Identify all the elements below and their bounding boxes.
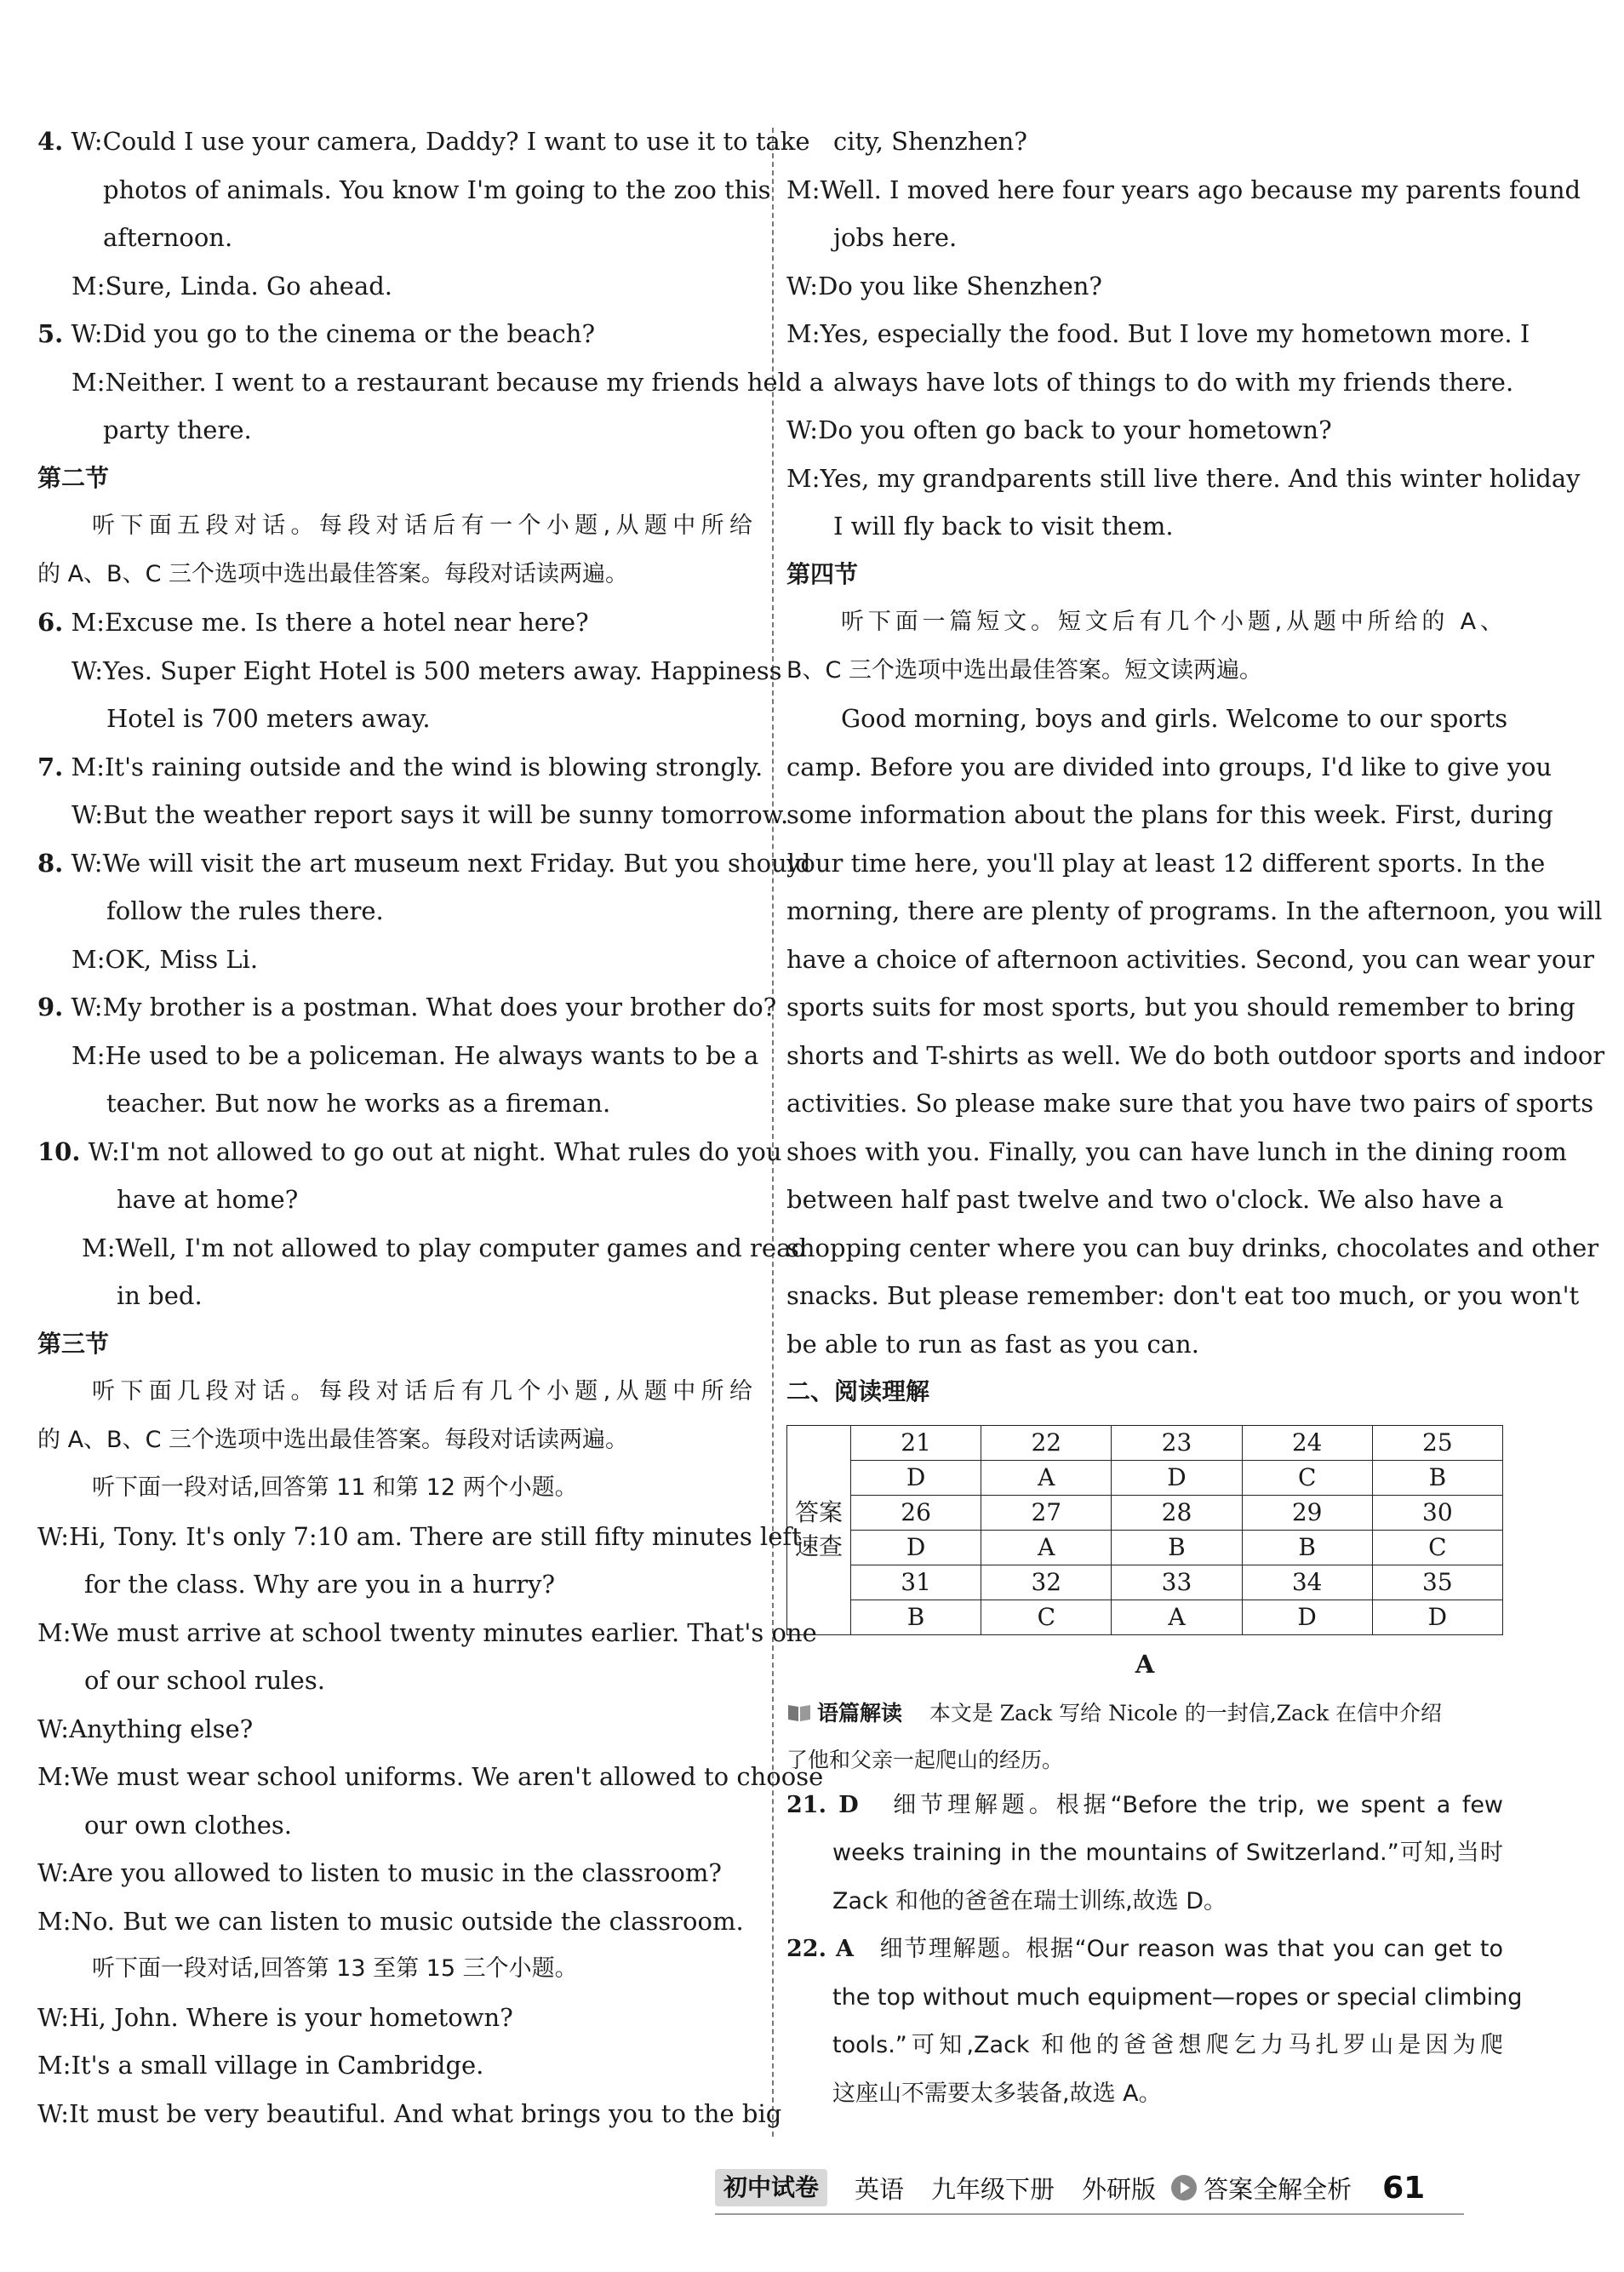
question-number: 6.	[37, 608, 64, 637]
passage-line: your time here, you'll play at least 12 different sports. In the	[786, 848, 1546, 878]
dialogue-line	[37, 1705, 752, 1754]
answer-table-row	[787, 1495, 1503, 1530]
question-number: 5.	[37, 319, 64, 348]
answer-number: 22. A	[786, 1936, 854, 1962]
dialogue-line	[37, 117, 810, 166]
dialogue-text: We will visit the art museum next Friday. But you should	[102, 848, 811, 878]
question-number-cell: 27	[981, 1495, 1112, 1530]
question-number: 7.	[37, 752, 64, 781]
reading-heading: 二、阅读理解	[786, 1377, 930, 1405]
dialogue-line	[37, 647, 782, 695]
question-number-cell: 23	[1112, 1425, 1242, 1460]
dialogue-text: photos of animals. You know I'm going to the zoo this	[103, 175, 771, 204]
speaker-label: M:	[37, 1617, 71, 1647]
dialogue-line	[37, 839, 811, 888]
question-number: 10.	[37, 1136, 81, 1166]
footer-brand: 初中试卷	[715, 2169, 827, 2206]
dialogue-text: Hi, Tony. It's only 7:10 am. There are still fifty minutes left	[69, 1521, 802, 1551]
dialogue-text: Well, I'm not allowed to play computer games and read	[115, 1233, 807, 1262]
dialogue-text: It's a small village in Cambridge.	[71, 2051, 484, 2080]
dialogue-text: have at home?	[117, 1185, 299, 1214]
dialogue-text: No. But we can listen to music outside the classroom.	[71, 1906, 744, 1936]
speaker-label: W:	[71, 800, 104, 829]
passage-line: snacks. But please remember: don't eat too much, or you won't	[786, 1281, 1580, 1310]
dialogue-text: It must be very beautiful. And what brings you to the big	[69, 2098, 782, 2128]
dialogue-text: city, Shenzhen?	[833, 127, 1027, 156]
play-arrow-icon	[1171, 2175, 1197, 2200]
footer-subject: 英语	[855, 2174, 905, 2204]
dialogue-text: Did you go to the cinema or the beach?	[102, 319, 595, 348]
speaker-label: W:	[37, 2098, 70, 2128]
listening-passage	[786, 695, 1605, 1368]
answer-number: 21. D	[786, 1791, 859, 1818]
passage-line: shoes with you. Finally, you can have lunch in the dining room	[786, 1136, 1567, 1166]
explanation-text: 细节理解题。根据“Before the trip, we spent a few	[893, 1791, 1504, 1818]
speaker-label: W:	[37, 1521, 70, 1551]
answer-explanation-line	[786, 2022, 1503, 2070]
column-divider	[772, 128, 774, 2137]
section4-instruction-cont: B、C 三个选项中选出最佳答案。短文读两遍。	[786, 656, 1262, 684]
question-number-cell: 33	[1112, 1565, 1242, 1600]
dialogue-text: I will fly back to visit them.	[833, 512, 1174, 541]
speaker-label: M:	[37, 2051, 71, 2080]
explanation-text: weeks training in the mountains of Switzerland.”可知,当时	[832, 1840, 1503, 1866]
answer-explanation-line	[786, 1878, 1503, 1926]
explanation-text: Zack 和他的爸爸在瑞士训练,故选 D。	[832, 1887, 1227, 1914]
passage-line: camp. Before you are divided into groups, I'd like to give you	[786, 752, 1553, 781]
dialogue-line	[37, 936, 752, 984]
dialogue-line	[786, 406, 1503, 455]
dialogue-line	[786, 502, 1503, 551]
dialogue-line	[37, 1224, 807, 1273]
passage-title: A	[1135, 1649, 1155, 1679]
speaker-label: W:	[786, 415, 819, 444]
dialogue-line	[37, 1801, 752, 1850]
explanation-text: tools.”可知,Zack 和他的爸爸想爬乞力马扎罗山是因为爬	[832, 2032, 1503, 2058]
dialogue-text: Anything else?	[69, 1714, 254, 1743]
dialogue-line	[37, 1272, 752, 1320]
dialogue-text: Neither. I went to a restaurant because my friends held a	[105, 367, 825, 397]
question-number-cell: 29	[1242, 1495, 1372, 1530]
dialogue-line	[37, 1513, 802, 1561]
dialogue-text: Yes. Super Eight Hotel is 500 meters away. Happiness	[103, 655, 782, 685]
dialogue-line	[37, 406, 752, 455]
dialogue-text: OK, Miss Li.	[105, 944, 259, 974]
question-number: 8.	[37, 848, 64, 878]
dialogue-text: Do you often go back to your hometown?	[818, 415, 1332, 444]
answer-explanation-line	[786, 1926, 1503, 1974]
speaker-label: W:	[71, 993, 103, 1022]
dialogue-text: Hi, John. Where is your hometown?	[69, 2002, 513, 2032]
speaker-label: M:	[786, 175, 821, 204]
question-number-cell: 21	[851, 1425, 981, 1460]
section3-heading: 第三节	[37, 1329, 110, 1358]
speaker-label: M:	[71, 608, 105, 637]
dialogue-text: Are you allowed to listen to music in the classroom?	[69, 1858, 722, 1887]
speaker-label: W:	[786, 271, 819, 300]
passage-line: sports suits for most sports, but you should remember to bring	[786, 993, 1575, 1022]
speaker-label: M:	[82, 1233, 116, 1262]
dialogue-line	[37, 1657, 752, 1705]
analysis-tag: 语篇解读	[817, 1700, 903, 1725]
speaker-label: M:	[71, 944, 106, 974]
section3-instruction-cont: 的 A、B、C 三个选项中选出最佳答案。每段对话读两遍。	[37, 1426, 629, 1453]
dialogue-line	[37, 166, 771, 215]
question-number-cell: 22	[981, 1425, 1112, 1460]
explanation-text: 这座山不需要太多装备,故选 A。	[832, 2080, 1162, 2107]
footer-grade: 九年级下册	[931, 2174, 1055, 2204]
speaker-label: W:	[37, 1858, 70, 1887]
explanation-text: the top without much equipment—ropes or special climbing	[832, 1983, 1523, 2011]
speaker-label: M:	[71, 367, 106, 397]
footer-edition: 外研版	[1082, 2174, 1157, 2204]
dialogue-text: Hotel is 700 meters away.	[106, 704, 431, 733]
dialogue-text: jobs here.	[833, 223, 958, 252]
dialogue-line	[37, 2041, 752, 2090]
answer-label-line-2: 速查	[794, 1532, 843, 1560]
speaker-label: W:	[71, 127, 103, 156]
answer-table-label	[787, 1425, 851, 1634]
dialogue-text: Yes, my grandparents still live there. And this winter holiday	[820, 463, 1581, 493]
dialogue-line	[37, 1032, 759, 1080]
answer-cell: A	[981, 1530, 1112, 1565]
speaker-label: M:	[71, 1040, 106, 1070]
right-column	[786, 117, 1605, 2118]
dialogue-line	[37, 1560, 752, 1609]
analysis-line-1	[786, 1688, 1503, 1739]
answer-cell: D	[1372, 1600, 1502, 1634]
speaker-label: W:	[37, 2002, 70, 2032]
question-number-cell: 24	[1242, 1425, 1372, 1460]
speaker-label: M:	[37, 1762, 71, 1791]
answer-cell: B	[1372, 1460, 1502, 1495]
speaker-label: W:	[71, 319, 103, 348]
dialogue-line	[37, 695, 752, 743]
section2-heading: 第二节	[37, 463, 110, 492]
dialogue-line	[37, 1128, 782, 1176]
dialogue-line	[786, 214, 1503, 262]
explanation-text: 细节理解题。根据“Our reason was that you can get to	[879, 1936, 1503, 1962]
dialogue-line	[37, 887, 752, 936]
dialogue-text: follow the rules there.	[106, 896, 384, 925]
dialogue-line	[37, 214, 752, 262]
dialogue-line	[786, 310, 1530, 358]
question-number: 9.	[37, 993, 64, 1022]
answer-cell: D	[851, 1460, 981, 1495]
question-number: 4.	[37, 127, 64, 156]
answer-table-row	[787, 1600, 1503, 1634]
dialogue-text: He used to be a policeman. He always wants to be a	[105, 1040, 759, 1070]
section4-instruction: 听下面一篇短文。短文后有几个小题,从题中所给的 A、	[841, 609, 1503, 635]
passage-line: between half past twelve and two o'clock. We also have a	[786, 1185, 1504, 1214]
speaker-label: M:	[71, 271, 106, 300]
dialogue-text: our own clothes.	[84, 1810, 292, 1840]
dialogue-text: of our school rules.	[84, 1666, 325, 1695]
question-number-cell: 31	[851, 1565, 981, 1600]
section3-subinstruction-2: 听下面一段对话,回答第 13 至第 15 三个小题。	[92, 1955, 578, 1982]
answer-table-row	[787, 1530, 1503, 1565]
footer-label: 答案全解全析	[1204, 2174, 1352, 2204]
answer-explanation-line	[786, 2070, 1503, 2119]
dialogue-line	[37, 262, 752, 311]
dialogue-text: Excuse me. Is there a hotel near here?	[104, 608, 589, 637]
answer-explanation-line	[786, 1829, 1503, 1878]
section4-heading: 第四节	[786, 559, 859, 588]
dialogue-line	[786, 455, 1581, 503]
passage-line: some information about the plans for this week. First, during	[786, 800, 1553, 829]
passage-line: shorts and T-shirts as well. We do both outdoor sports and indoor	[786, 1040, 1605, 1070]
dialogue-text: I'm not allowed to go out at night. What rules do you	[119, 1136, 782, 1166]
question-number-cell: 34	[1242, 1565, 1372, 1600]
section3-instruction: 听下面几段对话。每段对话后有几个小题,从题中所给	[92, 1378, 752, 1405]
dialogue-text: Well. I moved here four years ago because my parents found	[820, 175, 1581, 204]
dialogue-text: in bed.	[117, 1281, 203, 1310]
dialogue-line	[37, 1994, 752, 2042]
dialogue-text: always have lots of things to do with my friends there.	[833, 367, 1514, 397]
answer-cell: C	[1372, 1530, 1502, 1565]
dialogue-text: Sure, Linda. Go ahead.	[105, 271, 393, 300]
section2-instruction: 听下面五段对话。每段对话后有一个小题,从题中所给	[92, 512, 752, 539]
dialogue-line	[786, 117, 1503, 166]
answer-table-row	[787, 1425, 1503, 1460]
question-number-cell: 25	[1372, 1425, 1502, 1460]
dialogue-line	[37, 1753, 824, 1801]
answer-table-row	[787, 1565, 1503, 1600]
question-number-cell: 32	[981, 1565, 1112, 1600]
answer-cell: B	[1112, 1530, 1242, 1565]
dialogue-line	[37, 1176, 752, 1224]
question-number-cell: 28	[1112, 1495, 1242, 1530]
section2-instruction-cont: 的 A、B、C 三个选项中选出最佳答案。每段对话读两遍。	[37, 560, 629, 587]
dialogue-text: We must wear school uniforms. We aren't allowed to choose	[71, 1762, 824, 1791]
dialogue-text: But the weather report says it will be sunny tomorrow.	[103, 800, 789, 829]
answer-label-line-1: 答案	[794, 1498, 843, 1526]
dialogue-line	[37, 743, 763, 792]
speaker-label: M:	[71, 752, 105, 781]
passage-line: shopping center where you can buy drinks, chocolates and other	[786, 1233, 1599, 1262]
speaker-label: W:	[71, 655, 104, 685]
answer-explanation-line	[786, 1974, 1523, 2023]
page-number: 61	[1382, 2170, 1426, 2206]
speaker-label: M:	[786, 463, 821, 493]
passage-line: activities. So please make sure that you have two pairs of sports	[786, 1089, 1594, 1118]
speaker-label: M:	[786, 319, 821, 348]
passage-line: be able to run as fast as you can.	[786, 1329, 1199, 1359]
answer-cell: A	[981, 1460, 1112, 1495]
dialogue-text: We must arrive at school twenty minutes earlier. That's one	[71, 1617, 817, 1647]
dialogue-text: Yes, especially the food. But I love my hometown more. I	[820, 319, 1530, 348]
dialogue-line	[37, 2090, 782, 2138]
dialogue-line	[37, 1609, 817, 1657]
dialogue-text: Could I use your camera, Daddy? I want to use it to take	[102, 127, 810, 156]
passage-line: have a choice of afternoon activities. Second, you can wear your	[786, 944, 1594, 974]
question-number-cell: 26	[851, 1495, 981, 1530]
dialogue-line	[786, 358, 1514, 407]
book-icon	[786, 1703, 812, 1723]
answer-explanation-line	[786, 1782, 1503, 1830]
passage-line: morning, there are plenty of programs. In the afternoon, you will	[786, 896, 1603, 925]
answer-table	[786, 1425, 1503, 1635]
dialogue-text: Do you like Shenzhen?	[818, 271, 1102, 300]
answer-cell: D	[1242, 1600, 1372, 1634]
dialogue-line	[37, 598, 752, 647]
answer-cell: B	[1242, 1530, 1372, 1565]
dialogue-text: It's raining outside and the wind is blowing strongly.	[104, 752, 763, 781]
passage-line: Good morning, boys and girls. Welcome to our sports	[841, 704, 1508, 733]
answer-cell: C	[981, 1600, 1112, 1634]
speaker-label: M:	[37, 1906, 71, 1936]
answer-cell: A	[1112, 1600, 1242, 1634]
section3-subinstruction-1: 听下面一段对话,回答第 11 和第 12 两个小题。	[92, 1474, 578, 1501]
answer-cell: D	[851, 1530, 981, 1565]
answer-cell: D	[1112, 1460, 1242, 1495]
page-footer	[715, 2166, 1515, 2210]
analysis-line-2: 了他和父亲一起爬山的经历。	[786, 1747, 1064, 1772]
dialogue-text: My brother is a postman. What does your brother do?	[102, 993, 777, 1022]
dialogue-line	[37, 1897, 752, 1946]
dialogue-text: afternoon.	[103, 223, 233, 252]
dialogue-line	[786, 262, 1503, 311]
dialogue-text: party there.	[103, 415, 252, 444]
question-number-cell: 30	[1372, 1495, 1502, 1530]
analysis-text: 本文是 Zack 写给 Nicole 的一封信,Zack 在信中介绍	[929, 1700, 1443, 1725]
dialogue-line	[786, 166, 1581, 215]
speaker-label: W:	[88, 1136, 120, 1166]
dialogue-line	[37, 310, 752, 358]
dialogue-text: teacher. But now he works as a fireman.	[106, 1089, 611, 1118]
answer-cell: B	[851, 1600, 981, 1634]
speaker-label: W:	[37, 1714, 70, 1743]
dialogue-line	[37, 358, 825, 407]
dialogue-text: for the class. Why are you in a hurry?	[84, 1570, 556, 1599]
dialogue-line	[37, 1849, 752, 1897]
dialogue-line	[37, 1079, 752, 1128]
footer-rule	[715, 2213, 1464, 2215]
speaker-label: W:	[71, 848, 103, 878]
question-number-cell: 35	[1372, 1565, 1502, 1600]
dialogue-line	[37, 791, 789, 839]
answer-table-row	[787, 1460, 1503, 1495]
dialogue-line	[37, 983, 777, 1032]
answer-cell: C	[1242, 1460, 1372, 1495]
